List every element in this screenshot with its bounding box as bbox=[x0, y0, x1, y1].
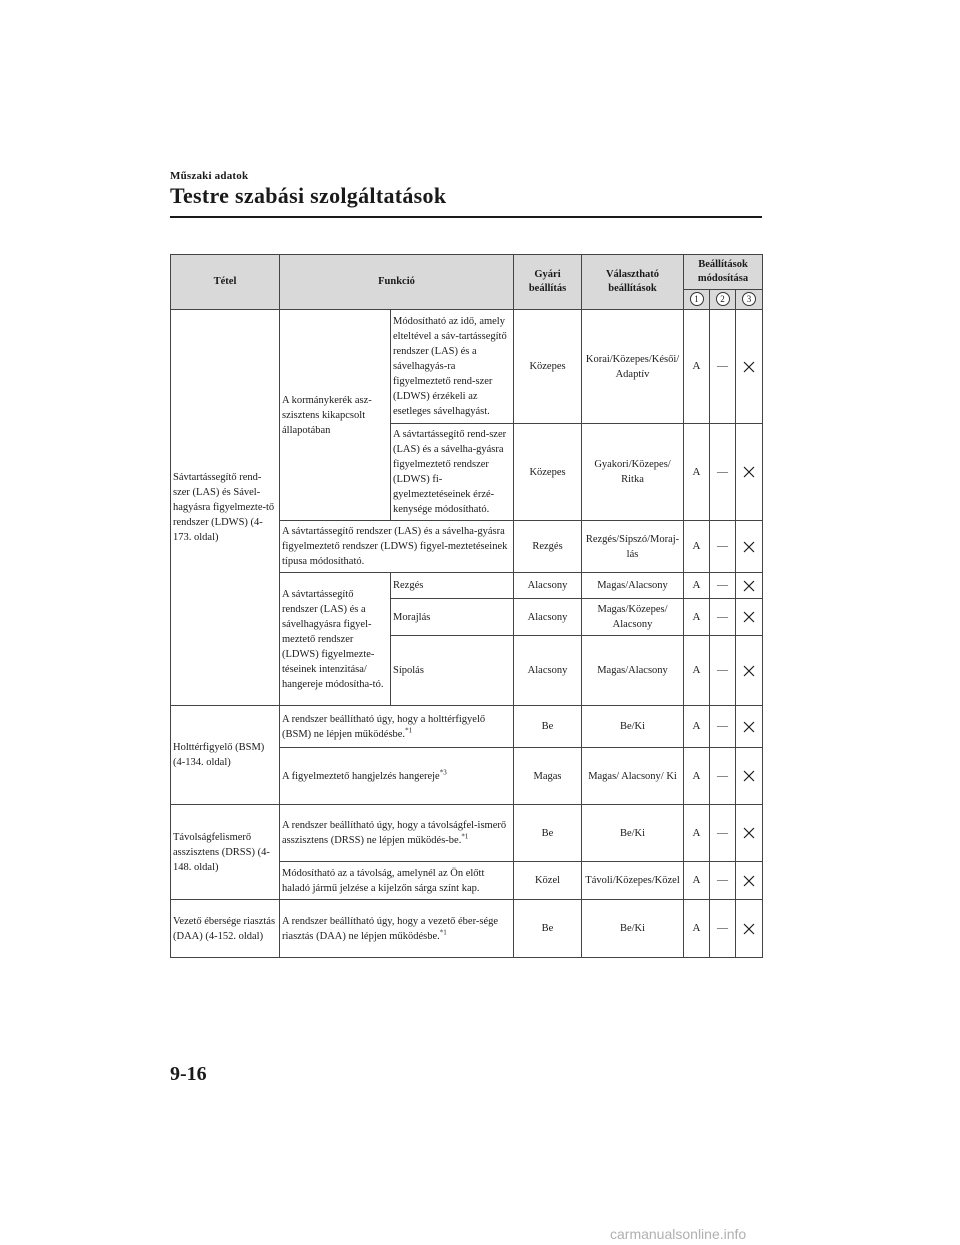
header-col-3 bbox=[736, 290, 763, 310]
circled-2-icon: 2 bbox=[716, 292, 730, 306]
header-change: Beállítások módosítása bbox=[684, 255, 763, 290]
mark-dash: — bbox=[710, 521, 736, 573]
mark-a: A bbox=[684, 310, 710, 424]
mark-a: A bbox=[684, 573, 710, 599]
x-mark-icon bbox=[743, 665, 755, 677]
mark-dash: — bbox=[710, 636, 736, 706]
header-selectable: Választható beállítások bbox=[582, 255, 684, 310]
x-cell bbox=[736, 862, 763, 900]
factory-cell: Magas bbox=[514, 748, 582, 805]
x-cell bbox=[736, 900, 763, 958]
item-lds: Sávtartássegítő rend-szer (LAS) és Sável-hagyásra figyelmezte-tő rendszer (LDWS) (4-173. oldal) bbox=[171, 310, 280, 706]
function-cell: A sávtartássegítő rend-szer (LAS) és a sávelha-gyásra figyelmeztető rendszer (LDWS) fi-gyelmeztetéseinek érzé-kenysége módosítható. bbox=[391, 424, 514, 521]
function-text: A rendszer beállítható úgy, hogy a távolságfel-ismerő asszisztens (DRSS) ne lépjen működés-be. bbox=[282, 820, 507, 846]
item-daa: Vezető ébersége riasztás (DAA) (4-152. oldal) bbox=[171, 900, 280, 958]
x-mark-icon bbox=[743, 770, 755, 782]
function-cell: Módosítható az a távolság, amelynél az Ön előtt haladó jármű jelzése a kijelzőn sárga színt kap. bbox=[280, 862, 514, 900]
table-row bbox=[171, 900, 763, 958]
header-row bbox=[171, 255, 763, 290]
page-number: 9-16 bbox=[170, 1063, 207, 1085]
header-col-2 bbox=[710, 290, 736, 310]
options-cell: Be/Ki bbox=[582, 900, 684, 958]
mark-dash: — bbox=[710, 573, 736, 599]
mark-dash: — bbox=[710, 424, 736, 521]
x-mark-icon bbox=[743, 541, 755, 553]
options-cell: Magas/ Alacsony/ Ki bbox=[582, 748, 684, 805]
mark-a: A bbox=[684, 748, 710, 805]
x-mark-icon bbox=[743, 827, 755, 839]
watermark: carmanualsonline.info bbox=[610, 1226, 747, 1242]
mark-a: A bbox=[684, 862, 710, 900]
mark-a: A bbox=[684, 900, 710, 958]
function-cell: Morajlás bbox=[391, 599, 514, 636]
x-cell bbox=[736, 748, 763, 805]
factory-cell: Be bbox=[514, 805, 582, 862]
x-mark-icon bbox=[743, 466, 755, 478]
group-intensity: A sávtartássegítő rendszer (LAS) és a sávelhagyásra figyel-meztető rendszer (LDWS) figyelmezte-téseinek intenzitása/ hangereje módosítha-tó. bbox=[280, 573, 391, 706]
mark-dash: — bbox=[710, 706, 736, 748]
header-factory: Gyári beállítás bbox=[514, 255, 582, 310]
options-cell: Rezgés/Sípszó/Moraj-lás bbox=[582, 521, 684, 573]
function-text: A rendszer beállítható úgy, hogy a holttérfigyelő (BSM) ne lépjen működésbe. bbox=[282, 713, 486, 740]
function-cell: Módosítható az idő, amely elteltével a sáv-tartássegítő rendszer (LAS) és a sávelhagyás-ra figyelmeztető rend-szer (LDWS) érzékeli az esetleges sávelhagyást. bbox=[391, 310, 514, 424]
factory-cell: Alacsony bbox=[514, 636, 582, 706]
x-mark-icon bbox=[743, 361, 755, 373]
factory-cell: Alacsony bbox=[514, 599, 582, 636]
factory-cell: Rezgés bbox=[514, 521, 582, 573]
x-cell bbox=[736, 573, 763, 599]
mark-dash: — bbox=[710, 862, 736, 900]
x-mark-icon bbox=[743, 875, 755, 887]
factory-cell: Közel bbox=[514, 862, 582, 900]
item-drss: Távolságfelismerő asszisztens (DRSS) (4-148. oldal) bbox=[171, 805, 280, 900]
x-cell bbox=[736, 424, 763, 521]
x-cell bbox=[736, 805, 763, 862]
x-cell bbox=[736, 310, 763, 424]
function-cell: A sávtartássegítő rendszer (LAS) és a sávelha-gyásra figyelmeztető rendszer (LDWS) figyel-meztetéseinek típusa módosítható. bbox=[280, 521, 514, 573]
x-mark-icon bbox=[743, 721, 755, 733]
factory-cell: Közepes bbox=[514, 310, 582, 424]
options-cell: Korai/Közepes/Késői/ Adaptív bbox=[582, 310, 684, 424]
options-cell: Magas/Alacsony bbox=[582, 636, 684, 706]
factory-cell: Be bbox=[514, 900, 582, 958]
mark-dash: — bbox=[710, 805, 736, 862]
options-cell: Magas/Alacsony bbox=[582, 573, 684, 599]
function-cell: Sípolás bbox=[391, 636, 514, 706]
footnote-ref: *1 bbox=[439, 928, 447, 936]
title-rule bbox=[170, 216, 762, 218]
mark-dash: — bbox=[710, 900, 736, 958]
table-row bbox=[171, 805, 763, 862]
function-cell bbox=[280, 805, 514, 862]
function-cell: Rezgés bbox=[391, 573, 514, 599]
mark-a: A bbox=[684, 521, 710, 573]
section-label: Műszaki adatok bbox=[170, 170, 249, 182]
function-cell bbox=[280, 706, 514, 748]
options-cell: Gyakori/Közepes/ Ritka bbox=[582, 424, 684, 521]
mark-a: A bbox=[684, 706, 710, 748]
factory-cell: Alacsony bbox=[514, 573, 582, 599]
mark-a: A bbox=[684, 636, 710, 706]
options-cell: Távoli/Közepes/Közel bbox=[582, 862, 684, 900]
footnote-ref: *1 bbox=[461, 832, 469, 841]
options-cell: Magas/Közepes/ Alacsony bbox=[582, 599, 684, 636]
group-steering-off: A kormánykerék asz-szisztens kikapcsolt állapotában bbox=[280, 310, 391, 521]
function-cell bbox=[280, 900, 514, 958]
item-bsm: Holttérfigyelő (BSM) (4-134. oldal) bbox=[171, 706, 280, 805]
footnote-ref: *3 bbox=[439, 768, 447, 776]
circled-3-icon: 3 bbox=[742, 292, 756, 306]
mark-a: A bbox=[684, 599, 710, 636]
header-function: Funkció bbox=[280, 255, 514, 310]
x-cell bbox=[736, 599, 763, 636]
header-item: Tétel bbox=[171, 255, 280, 310]
x-mark-icon bbox=[743, 923, 755, 935]
function-cell bbox=[280, 748, 514, 805]
x-mark-icon bbox=[743, 611, 755, 623]
x-cell bbox=[736, 521, 763, 573]
table-row bbox=[171, 310, 763, 424]
circled-1-icon: 1 bbox=[690, 292, 704, 306]
x-cell bbox=[736, 636, 763, 706]
options-cell: Be/Ki bbox=[582, 706, 684, 748]
mark-dash: — bbox=[710, 748, 736, 805]
table-row bbox=[171, 706, 763, 748]
header-col-1 bbox=[684, 290, 710, 310]
mark-dash: — bbox=[710, 310, 736, 424]
mark-a: A bbox=[684, 805, 710, 862]
factory-cell: Be bbox=[514, 706, 582, 748]
x-cell bbox=[736, 706, 763, 748]
page-title: Testre szabási szolgáltatások bbox=[170, 183, 447, 208]
footnote-ref: *1 bbox=[405, 726, 413, 734]
x-mark-icon bbox=[743, 580, 755, 592]
options-cell: Be/Ki bbox=[582, 805, 684, 862]
function-text: A rendszer beállítható úgy, hogy a vezető éber-sége riasztás (DAA) ne lépjen működésbe. bbox=[282, 915, 499, 942]
factory-cell: Közepes bbox=[514, 424, 582, 521]
function-text: A figyelmeztető hangjelzés hangereje bbox=[282, 770, 440, 782]
mark-dash: — bbox=[710, 599, 736, 636]
customization-table bbox=[170, 254, 763, 958]
mark-a: A bbox=[684, 424, 710, 521]
